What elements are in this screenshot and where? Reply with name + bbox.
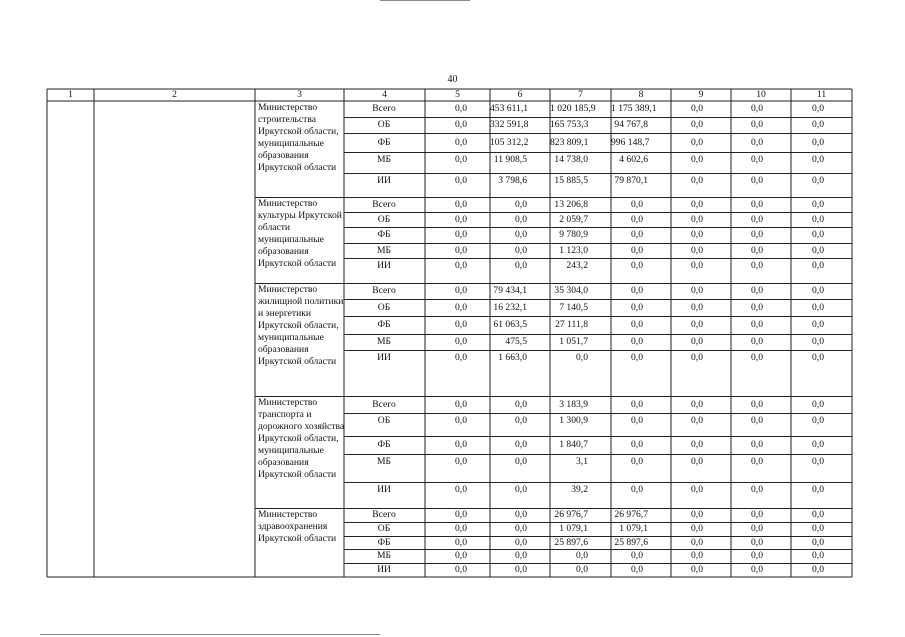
- value-cell: 0,0: [691, 398, 703, 410]
- value-cell: 79 870,1: [614, 175, 648, 186]
- value-cell: 0,0: [751, 564, 763, 575]
- header-col-7: 7: [578, 89, 583, 100]
- value-cell: 0,0: [812, 439, 824, 450]
- value-cell: 0,0: [812, 136, 824, 148]
- value-cell: 1 840,7: [559, 439, 588, 450]
- value-cell: 0,0: [455, 154, 467, 165]
- value-cell: 0,0: [691, 439, 703, 450]
- value-cell: 0,0: [691, 550, 703, 561]
- value-cell: 0,0: [691, 244, 703, 256]
- value-cell: 3,1: [576, 456, 588, 467]
- value-cell: 0,0: [812, 550, 824, 561]
- org-label-line: муниципальные: [258, 332, 324, 343]
- value-cell: 0,0: [455, 550, 467, 561]
- value-cell: 0,0: [631, 319, 643, 330]
- source-cell: Всего: [372, 398, 396, 410]
- value-cell: 0,0: [691, 415, 703, 426]
- value-cell: 0,0: [691, 319, 703, 330]
- org-label-line: образования: [258, 344, 309, 355]
- org-label-line: Министерство: [258, 284, 318, 295]
- value-cell: 0,0: [691, 285, 703, 296]
- value-cell: 0,0: [812, 484, 824, 495]
- value-cell: 1 175 389,1: [611, 103, 657, 114]
- value-cell: 25 897,6: [554, 536, 588, 548]
- value-cell: 0,0: [515, 536, 527, 548]
- header-col-6: 6: [517, 89, 523, 100]
- value-cell: 0,0: [455, 103, 467, 114]
- source-cell: ОБ: [377, 523, 391, 534]
- value-cell: 0,0: [631, 244, 643, 256]
- value-cell: 0,0: [631, 550, 643, 561]
- org-label-line: муниципальные: [258, 138, 324, 149]
- value-cell: 0,0: [691, 352, 703, 363]
- value-cell: 0,0: [691, 154, 703, 165]
- value-cell: 14 738,0: [554, 154, 588, 165]
- value-cell: 0,0: [515, 260, 527, 271]
- source-cell: ОБ: [377, 213, 391, 225]
- value-cell: 0,0: [751, 260, 763, 271]
- value-cell: 0,0: [812, 398, 824, 410]
- org-label-line: жилищной политики: [258, 296, 344, 307]
- value-cell: 0,0: [812, 352, 824, 363]
- value-cell: 27 111,8: [555, 319, 588, 330]
- value-cell: 0,0: [812, 119, 824, 130]
- value-cell: 332 591,8: [490, 119, 529, 130]
- value-cell: 0,0: [751, 439, 763, 450]
- value-cell: 1 123,0: [559, 244, 588, 256]
- value-cell: 0,0: [691, 229, 703, 240]
- value-cell: 0,0: [691, 509, 703, 520]
- value-cell: 39,2: [571, 484, 588, 495]
- value-cell: 0,0: [576, 550, 588, 561]
- value-cell: 0,0: [631, 260, 643, 271]
- value-cell: 0,0: [812, 301, 824, 313]
- source-cell: ФБ: [377, 439, 391, 450]
- value-cell: 0,0: [631, 285, 643, 296]
- value-cell: 0,0: [751, 484, 763, 495]
- header-col-8: 8: [638, 89, 644, 100]
- value-cell: 0,0: [812, 154, 824, 165]
- value-cell: 0,0: [455, 456, 467, 467]
- value-cell: 0,0: [631, 564, 643, 575]
- value-cell: 0,0: [691, 301, 703, 313]
- org-label-line: муниципальные: [258, 445, 324, 456]
- source-cell: МБ: [376, 550, 392, 561]
- header-col-9: 9: [698, 89, 704, 100]
- value-cell: 0,0: [455, 439, 467, 450]
- source-cell: ИИ: [377, 564, 391, 575]
- value-cell: 0,0: [751, 523, 763, 534]
- value-cell: 0,0: [515, 439, 527, 450]
- header-col-5: 5: [455, 89, 460, 100]
- value-cell: 13 206,8: [554, 198, 588, 210]
- value-cell: 0,0: [691, 536, 703, 548]
- org-label-line: образования: [258, 150, 309, 161]
- value-cell: 11 908,5: [493, 154, 527, 165]
- header-col-11: 11: [816, 89, 827, 100]
- org-label-line: Иркутской области: [258, 258, 337, 269]
- value-cell: 0,0: [751, 103, 763, 114]
- value-cell: 1 079,1: [619, 523, 648, 534]
- header-col-10: 10: [756, 89, 766, 100]
- value-cell: 0,0: [455, 260, 467, 271]
- value-cell: 0,0: [691, 175, 703, 186]
- value-cell: 1 663,0: [498, 352, 527, 363]
- value-cell: 61 063,5: [493, 319, 527, 330]
- org-label-line: Иркутской области: [258, 162, 337, 173]
- value-cell: 0,0: [812, 260, 824, 271]
- value-cell: 0,0: [751, 175, 763, 186]
- value-cell: 0,0: [455, 509, 467, 520]
- value-cell: 0,0: [631, 398, 643, 410]
- source-cell: МБ: [376, 244, 392, 256]
- org-label-line: транспорта и: [258, 409, 312, 420]
- page-number: 40: [447, 74, 458, 85]
- value-cell: 15 885,5: [554, 175, 588, 186]
- value-cell: 0,0: [812, 319, 824, 330]
- value-cell: 0,0: [455, 484, 467, 495]
- source-cell: Всего: [372, 198, 396, 210]
- value-cell: 243,2: [566, 260, 588, 271]
- value-cell: 0,0: [691, 456, 703, 467]
- value-cell: 0,0: [751, 456, 763, 467]
- value-cell: 0,0: [515, 213, 527, 225]
- value-cell: 0,0: [812, 523, 824, 534]
- value-cell: 453 611,1: [490, 103, 529, 114]
- value-cell: 26 976,7: [554, 509, 588, 520]
- value-cell: 0,0: [751, 136, 763, 148]
- value-cell: 0,0: [631, 198, 643, 210]
- value-cell: 0,0: [631, 213, 643, 225]
- value-cell: 0,0: [751, 119, 763, 130]
- value-cell: 0,0: [691, 213, 703, 225]
- value-cell: 0,0: [812, 175, 824, 186]
- value-cell: 0,0: [631, 229, 643, 240]
- value-cell: 0,0: [515, 484, 527, 495]
- org-label-line: дорожного хозяйства: [258, 421, 345, 432]
- value-cell: 26 976,7: [614, 509, 648, 520]
- source-cell: Всего: [372, 103, 396, 114]
- value-cell: 1 300,9: [559, 415, 588, 426]
- org-label-line: Министерство: [258, 198, 318, 209]
- value-cell: 0,0: [455, 523, 467, 534]
- org-label-line: Иркутской области: [258, 533, 337, 544]
- value-cell: 1 079,1: [559, 523, 588, 534]
- value-cell: 0,0: [576, 352, 588, 363]
- value-cell: 25 897,6: [614, 536, 648, 548]
- value-cell: 0,0: [455, 352, 467, 363]
- value-cell: 16 232,1: [493, 301, 527, 313]
- value-cell: 0,0: [455, 119, 467, 130]
- value-cell: 0,0: [455, 198, 467, 210]
- org-label-line: муниципальные: [258, 234, 324, 245]
- value-cell: 0,0: [812, 336, 824, 347]
- org-label-line: Иркутской области: [258, 356, 337, 367]
- value-cell: 0,0: [691, 564, 703, 575]
- header-col-3: 3: [297, 89, 302, 100]
- source-cell: ФБ: [377, 536, 391, 548]
- value-cell: 0,0: [812, 244, 824, 256]
- value-cell: 0,0: [751, 244, 763, 256]
- source-cell: ИИ: [377, 484, 391, 495]
- value-cell: 0,0: [455, 336, 467, 347]
- value-cell: 0,0: [515, 398, 527, 410]
- value-cell: 0,0: [751, 229, 763, 240]
- value-cell: 0,0: [631, 484, 643, 495]
- value-cell: 823 809,1: [550, 136, 589, 148]
- header-col-4: 4: [382, 89, 387, 100]
- org-label-line: Министерство: [258, 509, 318, 520]
- value-cell: 996 148,7: [611, 136, 650, 148]
- value-cell: 0,0: [455, 415, 467, 426]
- value-cell: 0,0: [455, 564, 467, 575]
- value-cell: 0,0: [751, 415, 763, 426]
- value-cell: 0,0: [751, 301, 763, 313]
- value-cell: 1 051,7: [559, 336, 588, 347]
- value-cell: 0,0: [515, 456, 527, 467]
- value-cell: 0,0: [751, 536, 763, 548]
- value-cell: 0,0: [455, 301, 467, 313]
- source-cell: МБ: [376, 336, 392, 347]
- value-cell: 0,0: [455, 136, 467, 148]
- value-cell: 0,0: [515, 523, 527, 534]
- value-cell: 3 798,6: [498, 175, 527, 186]
- value-cell: 0,0: [691, 336, 703, 347]
- value-cell: 0,0: [691, 260, 703, 271]
- value-cell: 0,0: [812, 229, 824, 240]
- value-cell: 0,0: [515, 229, 527, 240]
- source-cell: ОБ: [377, 301, 391, 313]
- value-cell: 7 140,5: [559, 301, 588, 313]
- value-cell: 0,0: [812, 198, 824, 210]
- value-cell: 0,0: [812, 564, 824, 575]
- org-label-line: Иркутской области,: [258, 320, 339, 331]
- org-label-line: Иркутской области,: [258, 126, 339, 137]
- value-cell: 1 020 185,9: [550, 103, 596, 114]
- value-cell: 0,0: [751, 550, 763, 561]
- value-cell: 79 434,1: [493, 285, 527, 296]
- org-label-line: области: [258, 222, 291, 233]
- org-label-line: Иркутской области,: [258, 433, 339, 444]
- value-cell: 165 753,3: [550, 119, 589, 130]
- org-label-line: Иркутской области: [258, 469, 337, 480]
- source-cell: МБ: [376, 456, 392, 467]
- value-cell: 0,0: [455, 175, 467, 186]
- value-cell: 0,0: [751, 198, 763, 210]
- value-cell: 0,0: [691, 198, 703, 210]
- source-cell: ОБ: [377, 415, 391, 426]
- source-cell: ОБ: [377, 119, 391, 130]
- value-cell: 0,0: [751, 398, 763, 410]
- value-cell: 0,0: [515, 198, 527, 210]
- value-cell: 0,0: [455, 213, 467, 225]
- org-label-line: строительства: [258, 114, 317, 125]
- value-cell: 0,0: [812, 285, 824, 296]
- org-label-line: Министерство: [258, 102, 318, 113]
- source-cell: ФБ: [377, 136, 391, 148]
- value-cell: 0,0: [631, 336, 643, 347]
- value-cell: 0,0: [631, 415, 643, 426]
- org-label-line: образования: [258, 246, 309, 257]
- value-cell: 0,0: [576, 564, 588, 575]
- org-label-line: здравоохранения: [258, 521, 328, 532]
- value-cell: 0,0: [515, 244, 527, 256]
- value-cell: 0,0: [812, 536, 824, 548]
- value-cell: 9 780,9: [559, 229, 588, 240]
- value-cell: 0,0: [515, 564, 527, 575]
- value-cell: 0,0: [455, 536, 467, 548]
- value-cell: 0,0: [691, 523, 703, 534]
- source-cell: ФБ: [377, 229, 391, 240]
- value-cell: 3 183,9: [559, 398, 588, 410]
- source-cell: ИИ: [377, 260, 391, 271]
- value-cell: 0,0: [751, 319, 763, 330]
- value-cell: 475,5: [505, 336, 527, 347]
- value-cell: 0,0: [631, 439, 643, 450]
- value-cell: 0,0: [515, 415, 527, 426]
- source-cell: МБ: [376, 154, 392, 165]
- value-cell: 2 059,7: [559, 213, 588, 225]
- value-cell: 0,0: [751, 285, 763, 296]
- value-cell: 0,0: [455, 398, 467, 410]
- org-label-line: и энергетики: [258, 308, 312, 319]
- value-cell: 0,0: [691, 484, 703, 495]
- value-cell: 0,0: [631, 352, 643, 363]
- value-cell: 0,0: [631, 301, 643, 313]
- source-cell: ИИ: [377, 352, 391, 363]
- header-col-1: 1: [68, 89, 73, 100]
- value-cell: 0,0: [691, 136, 703, 148]
- org-label-line: культуры Иркутской: [258, 210, 342, 221]
- value-cell: 0,0: [691, 103, 703, 114]
- source-cell: Всего: [372, 509, 396, 520]
- value-cell: 0,0: [751, 509, 763, 520]
- value-cell: 0,0: [812, 509, 824, 520]
- value-cell: 0,0: [515, 550, 527, 561]
- value-cell: 0,0: [812, 213, 824, 225]
- header-col-2: 2: [172, 89, 177, 100]
- value-cell: 94 767,8: [614, 119, 648, 130]
- value-cell: 0,0: [455, 229, 467, 240]
- value-cell: 0,0: [751, 336, 763, 347]
- org-label-line: образования: [258, 457, 309, 468]
- value-cell: 0,0: [751, 352, 763, 363]
- value-cell: 0,0: [631, 456, 643, 467]
- value-cell: 0,0: [812, 415, 824, 426]
- value-cell: 35 304,0: [554, 285, 588, 296]
- value-cell: 0,0: [812, 103, 824, 114]
- org-label-line: Министерство: [258, 397, 318, 408]
- value-cell: 0,0: [455, 285, 467, 296]
- source-cell: ИИ: [377, 175, 391, 186]
- value-cell: 0,0: [751, 213, 763, 225]
- source-cell: ФБ: [377, 319, 391, 330]
- value-cell: 0,0: [812, 456, 824, 467]
- value-cell: 0,0: [515, 509, 527, 520]
- value-cell: 0,0: [455, 319, 467, 330]
- value-cell: 0,0: [455, 244, 467, 256]
- value-cell: 0,0: [751, 154, 763, 165]
- value-cell: 0,0: [691, 119, 703, 130]
- value-cell: 4 602,6: [619, 154, 648, 165]
- value-cell: 105 312,2: [490, 136, 529, 148]
- source-cell: Всего: [372, 285, 396, 296]
